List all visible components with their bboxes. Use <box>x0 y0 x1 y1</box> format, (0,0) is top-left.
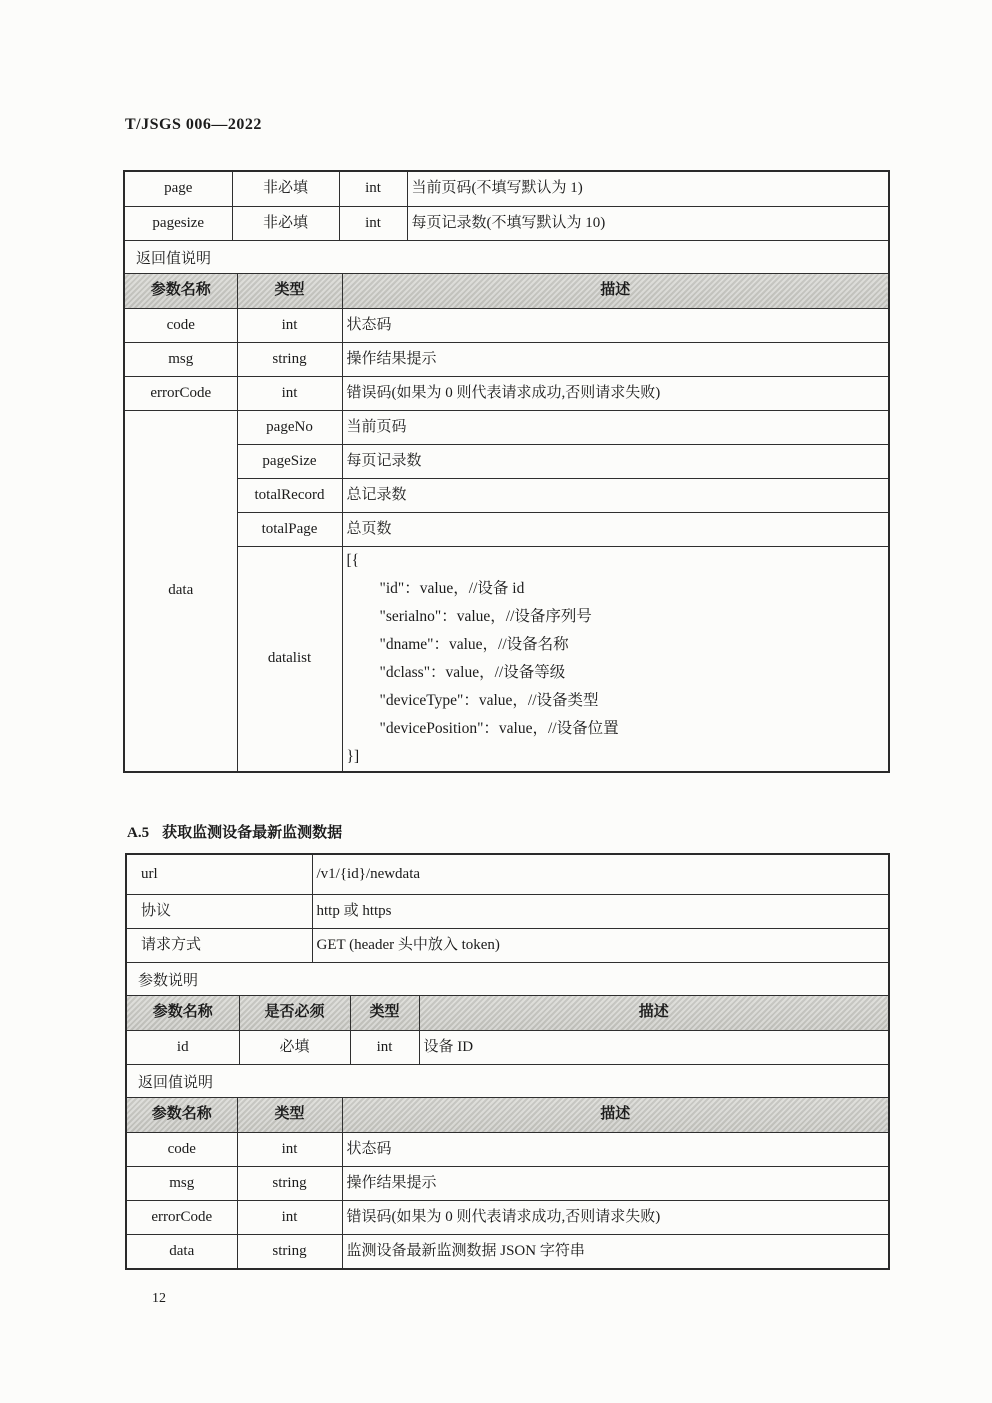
json-line: [{ <box>346 551 360 569</box>
return-values-label: 返回值说明 <box>125 240 888 274</box>
table-row <box>125 342 888 376</box>
header-param-desc: 描述 <box>342 1098 888 1132</box>
cell-info-value: http 或 https <box>312 894 888 928</box>
cell-param-name: data <box>127 1234 237 1268</box>
table-row <box>125 410 888 444</box>
table2-params-section <box>127 996 888 1064</box>
json-line: "dclass"：value，//设备等级 <box>379 663 566 681</box>
table-device-list-api <box>123 170 890 773</box>
cell-sub-desc: 总记录数 <box>342 478 888 512</box>
table-row <box>127 1234 888 1268</box>
cell-param-name: code <box>127 1132 237 1166</box>
json-line: "dname"：value，//设备名称 <box>379 635 569 653</box>
table-header-row <box>127 1098 888 1132</box>
cell-param-desc: 状态码 <box>342 1132 888 1166</box>
cell-param-desc: 监测设备最新监测数据 JSON 字符串 <box>342 1234 888 1268</box>
table-row <box>127 1030 888 1064</box>
table1-return-section <box>125 274 888 771</box>
cell-param-name: msg <box>127 1166 237 1200</box>
cell-info-value: /v1/{id}/newdata <box>312 855 888 894</box>
cell-sub-desc: 当前页码 <box>342 410 888 444</box>
cell-param-desc: 操作结果提示 <box>342 342 888 376</box>
json-line: "id"：value，//设备 id <box>379 579 525 597</box>
params-label: 参数说明 <box>127 962 888 996</box>
cell-param-name: msg <box>125 342 237 376</box>
cell-param-name: pagesize <box>125 206 232 240</box>
cell-param-type: int <box>237 308 342 342</box>
table-row <box>125 376 888 410</box>
cell-param-desc: 状态码 <box>342 308 888 342</box>
table1-params-section <box>125 172 888 240</box>
table2-return-section <box>127 1098 888 1268</box>
cell-param-desc: 错误码(如果为 0 则代表请求成功,否则请求失败) <box>342 376 888 410</box>
table-row <box>127 894 888 928</box>
table-row <box>127 928 888 962</box>
table-row <box>125 172 888 206</box>
page-number: 12 <box>152 1291 166 1306</box>
cell-param-type: string <box>237 1234 342 1268</box>
json-line: "serialno"：value，//设备序列号 <box>379 607 592 625</box>
header-param-name: 参数名称 <box>127 1098 237 1132</box>
table-row <box>127 1200 888 1234</box>
cell-info-name: 请求方式 <box>127 928 312 962</box>
cell-sub-name: totalPage <box>237 512 342 546</box>
table-row <box>127 855 888 894</box>
cell-param-type: int <box>339 206 407 240</box>
cell-datalist-name: datalist <box>237 546 342 771</box>
cell-param-type: int <box>339 172 407 206</box>
json-line: "deviceType"：value，//设备类型 <box>379 691 599 709</box>
cell-param-desc: 当前页码(不填写默认为 1) <box>407 172 888 206</box>
cell-param-type: int <box>237 1132 342 1166</box>
cell-sub-desc: 总页数 <box>342 512 888 546</box>
cell-sub-name: pageSize <box>237 444 342 478</box>
cell-param-required: 必填 <box>239 1030 350 1064</box>
table-row <box>125 546 888 771</box>
table2-info-section <box>127 855 888 962</box>
cell-param-desc: 错误码(如果为 0 则代表请求成功,否则请求失败) <box>342 1200 888 1234</box>
cell-param-name: errorCode <box>127 1200 237 1234</box>
header-param-desc: 描述 <box>342 274 888 308</box>
cell-param-type: int <box>350 1030 419 1064</box>
table-row <box>127 1166 888 1200</box>
cell-sub-name: pageNo <box>237 410 342 444</box>
table-row <box>125 478 888 512</box>
doc-code: T/JSGS 006—2022 <box>125 116 262 133</box>
cell-param-desc: 每页记录数(不填写默认为 10) <box>407 206 888 240</box>
json-line: "devicePosition"：value，//设备位置 <box>379 719 619 737</box>
header-param-type: 类型 <box>237 1098 342 1132</box>
table-row <box>125 444 888 478</box>
table-row <box>127 1132 888 1166</box>
header-param-type: 类型 <box>350 996 419 1030</box>
table-row <box>125 308 888 342</box>
header-param-type: 类型 <box>237 274 342 308</box>
cell-param-name: errorCode <box>125 376 237 410</box>
cell-param-desc: 设备 ID <box>419 1030 888 1064</box>
section-number: A.5 <box>127 825 150 841</box>
cell-data-group-name: data <box>125 410 237 771</box>
header-param-desc: 描述 <box>419 996 888 1030</box>
cell-param-type: string <box>237 1166 342 1200</box>
cell-param-required: 非必填 <box>232 206 339 240</box>
cell-sub-name: totalRecord <box>237 478 342 512</box>
table-row <box>125 512 888 546</box>
cell-sub-desc: 每页记录数 <box>342 444 888 478</box>
cell-info-name: url <box>127 855 312 894</box>
cell-param-required: 非必填 <box>232 172 339 206</box>
table-newdata-api <box>125 853 890 1270</box>
cell-param-name: id <box>127 1030 239 1064</box>
cell-param-type: int <box>237 1200 342 1234</box>
cell-param-name: page <box>125 172 232 206</box>
cell-info-name: 协议 <box>127 894 312 928</box>
table-header-row <box>127 996 888 1030</box>
section-title: 获取监测设备最新监测数据 <box>162 825 343 841</box>
json-line: }] <box>346 747 360 765</box>
cell-info-value: GET (header 头中放入 token) <box>312 928 888 962</box>
cell-param-desc: 操作结果提示 <box>342 1166 888 1200</box>
cell-param-type: int <box>237 376 342 410</box>
table-header-row <box>125 274 888 308</box>
section-heading <box>127 821 342 842</box>
cell-param-name: code <box>125 308 237 342</box>
header-param-required: 是否必须 <box>239 996 350 1030</box>
header-param-name: 参数名称 <box>127 996 239 1030</box>
header-param-name: 参数名称 <box>125 274 237 308</box>
datalist-json-block <box>342 546 888 771</box>
return-values-label: 返回值说明 <box>127 1064 888 1098</box>
table-row <box>125 206 888 240</box>
cell-param-type: string <box>237 342 342 376</box>
